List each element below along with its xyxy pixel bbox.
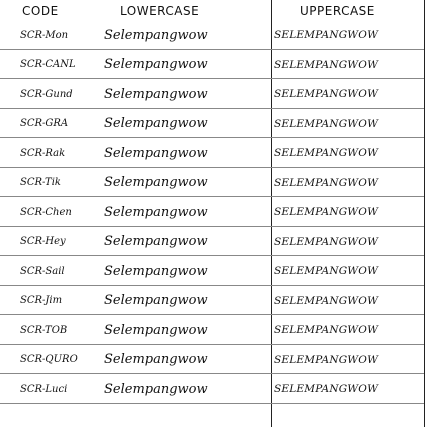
row-divider <box>0 255 424 256</box>
row-code: SCR-Mon <box>20 29 69 41</box>
row-uppercase-sample: SELEMPANGWOW <box>274 265 379 277</box>
row-code: SCR-Chen <box>20 206 72 218</box>
row-divider <box>0 314 424 315</box>
row-uppercase-sample: SELEMPANGWOW <box>274 117 379 130</box>
header-uppercase: UPPERCASE <box>300 4 375 18</box>
row-divider <box>0 403 424 404</box>
row-divider <box>0 137 424 138</box>
row-uppercase-sample: SELEMPANGWOW <box>274 324 379 336</box>
row-uppercase-sample: SELEMPANGWOW <box>274 176 379 189</box>
row-divider <box>0 344 424 345</box>
row-uppercase-sample: SELEMPANGWOW <box>274 88 379 100</box>
row-uppercase-sample: SELEMPANGWOW <box>274 29 379 41</box>
row-divider <box>0 167 424 168</box>
row-uppercase-sample: SELEMPANGWOW <box>274 206 379 218</box>
row-uppercase-sample: SELEMPANGWOW <box>274 58 379 71</box>
row-divider <box>0 373 424 374</box>
row-lowercase-sample: Selempangwow <box>104 204 208 220</box>
header-code: CODE <box>22 4 59 18</box>
row-lowercase-sample: Selempangwow <box>104 116 208 131</box>
row-code: SCR-Sail <box>20 265 65 277</box>
row-uppercase-sample: SELEMPANGWOW <box>274 353 379 366</box>
table-right-border <box>424 0 425 427</box>
row-lowercase-sample: Selempangwow <box>104 352 208 367</box>
row-uppercase-sample: SELEMPANGWOW <box>274 294 379 307</box>
row-code: SCR-QURO <box>20 354 78 365</box>
row-code: SCR-Tik <box>20 177 61 188</box>
row-code: SCR-Jim <box>20 295 63 306</box>
row-lowercase-sample: Selempangwow <box>104 234 208 249</box>
row-divider <box>0 196 424 197</box>
row-divider <box>0 49 424 50</box>
row-lowercase-sample: Selempangwow <box>104 263 208 279</box>
row-lowercase-sample: Selempangwow <box>104 175 208 190</box>
row-lowercase-sample: Selempangwow <box>104 86 208 102</box>
row-divider <box>0 78 424 79</box>
column-divider <box>271 0 272 427</box>
row-code: SCR-GRA <box>20 118 69 129</box>
row-code: SCR-Rak <box>20 147 66 159</box>
row-divider <box>0 226 424 227</box>
header-lowercase: LOWERCASE <box>120 4 200 18</box>
row-lowercase-sample: Selempangwow <box>104 293 208 308</box>
row-uppercase-sample: SELEMPANGWOW <box>274 147 379 159</box>
row-code: SCR-TOB <box>20 324 68 336</box>
row-lowercase-sample: Selempangwow <box>104 381 208 397</box>
row-lowercase-sample: Selempangwow <box>104 322 208 338</box>
row-uppercase-sample: SELEMPANGWOW <box>274 235 379 248</box>
row-uppercase-sample: SELEMPANGWOW <box>274 383 379 395</box>
row-divider <box>0 108 424 109</box>
row-lowercase-sample: Selempangwow <box>104 27 208 43</box>
row-lowercase-sample: Selempangwow <box>104 145 208 161</box>
row-divider <box>0 285 424 286</box>
row-code: SCR-CANL <box>20 59 76 70</box>
row-code: SCR-Gund <box>20 88 73 100</box>
row-lowercase-sample: Selempangwow <box>104 57 208 72</box>
row-code: SCR-Luci <box>20 383 68 395</box>
row-code: SCR-Hey <box>20 236 66 247</box>
